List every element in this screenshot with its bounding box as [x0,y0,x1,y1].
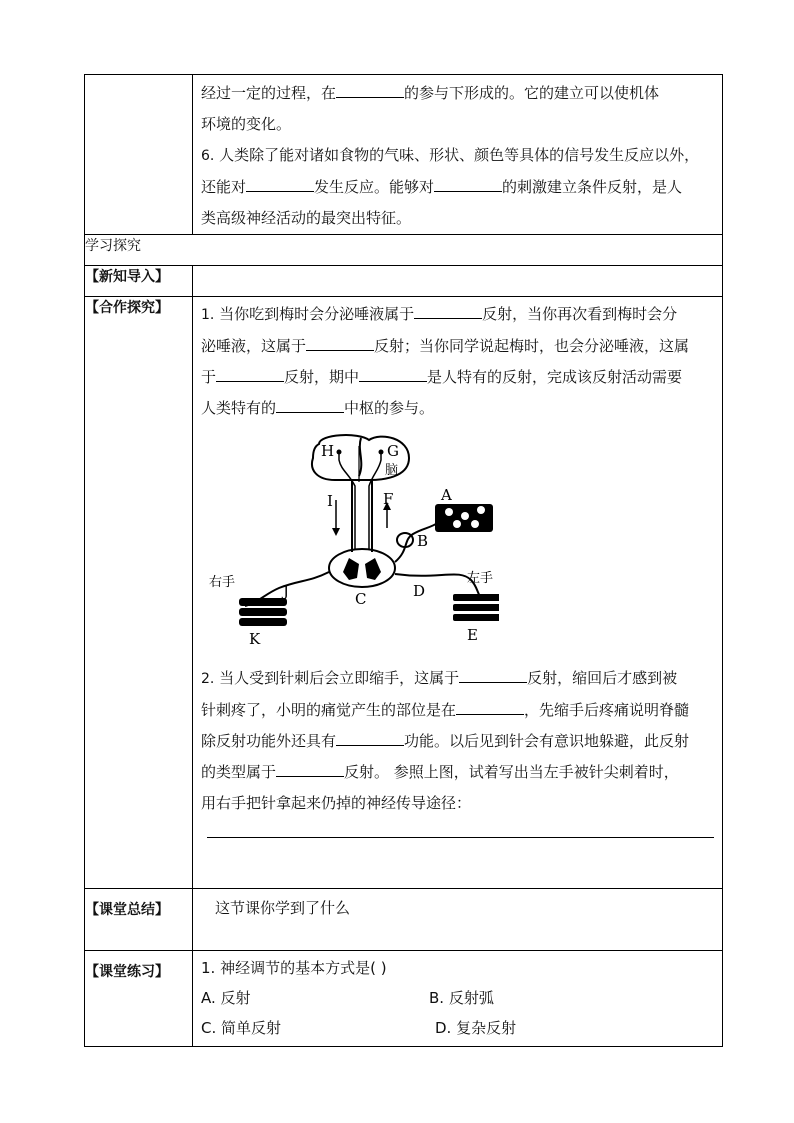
section-title: 学习探究 [85,235,723,266]
grey-matter [343,558,381,580]
fill-blank[interactable] [459,665,527,683]
label-i: I [327,492,333,510]
new-intro-row [85,266,723,297]
left-hand-e [453,594,499,601]
text: 泌唾液，这属于 [201,337,307,355]
text: 人类特有的 [201,399,277,417]
practice-label: 【课堂练习】 [85,951,193,1047]
text: 反射，期中 [284,368,360,386]
text: 是人特有的反射，完成该反射活动需要 [427,368,683,386]
coop-row [85,297,723,889]
question-number: 2. [201,671,215,687]
question-number: 1. [201,959,216,977]
coop-label: 【合作探究】 [85,297,193,889]
option-b[interactable]: B. 反射弧 [429,989,494,1007]
label-right-hand: 右手 [209,575,236,590]
label-a: A [441,486,452,504]
summary-row [85,889,723,951]
text: 当人受到针刺后会立即缩手，这属于 [219,669,460,687]
fill-blank[interactable] [456,697,524,715]
question-number: 6. [201,148,215,164]
right-hand-k [239,598,287,606]
text: 还能对 [201,178,247,196]
summary-content[interactable] [193,889,723,951]
text: 用右手把针拿起来仍掉的神经传导途径： [201,794,472,812]
option-a[interactable]: A. 反射 [201,989,251,1007]
fill-blank[interactable] [336,728,404,746]
fill-blank[interactable] [414,301,482,319]
label-j: J [283,582,290,600]
top-content-cell [193,75,723,235]
label-g: G [387,442,399,460]
text: 经过一定的过程，在 [201,84,337,102]
fill-blank[interactable] [276,395,344,413]
question-text: 神经调节的基本方式是( ) [220,959,387,977]
question-number: 1. [201,307,215,323]
top-left-cell [85,75,193,235]
new-intro-content[interactable] [193,266,723,297]
summary-label: 【课堂总结】 [85,889,193,951]
text: 功能。以后见到针会有意识地躲避，此反射 [404,732,690,750]
label-b: B [417,532,429,550]
label-f: F [383,490,394,508]
new-intro-label: 【新知导入】 [85,266,193,297]
fill-blank[interactable] [216,364,284,382]
text: 除反射功能外还具有 [201,732,337,750]
text: 当你吃到梅时会分泌唾液属于 [219,305,415,323]
label-c: C [355,590,367,608]
top-row [85,75,723,235]
text: 发生反应。能够对 [314,178,435,196]
text: 反射。 参照上图，试着写出当左手被针尖刺着时， [344,763,679,781]
practice-row [85,951,723,1047]
label-left-hand: 左手 [467,571,494,586]
fill-blank[interactable] [359,364,427,382]
option-c[interactable]: C. 简单反射 [201,1019,282,1037]
practice-content [193,951,723,1047]
option-d[interactable]: D. 复杂反射 [435,1019,517,1037]
text: 于 [201,368,217,386]
text: 反射；当你同学说起梅时，也会分泌唾液，这属 [374,337,690,355]
text: 反射，当你再次看到梅时会分 [482,305,678,323]
spinal-cord-section [329,549,395,587]
label-d: D [413,582,426,600]
fill-blank[interactable] [434,174,502,192]
text: 针刺疼了，小明的痛觉产生的部位是在 [201,701,457,719]
text: 的刺激建立条件反射，是人 [502,178,683,196]
fill-blank[interactable] [336,80,404,98]
worksheet-table [84,74,723,1047]
label-e: E [467,626,478,644]
text: 环境的变化。 [201,115,292,133]
text: 中枢的参与。 [344,399,435,417]
fill-blank[interactable] [246,174,314,192]
fill-blank[interactable] [306,333,374,351]
label-h: H [321,442,335,460]
text: 的参与下形成的。它的建立可以使机体 [404,84,660,102]
summary-prompt: 这节课你学到了什么 [215,899,351,917]
fill-blank[interactable] [276,759,344,777]
text: 类高级神经活动的最突出特征。 [201,209,412,227]
label-brain: 脑 [385,463,399,478]
reflex-arc-figure [209,430,499,655]
text: 人类除了能对诸如食物的气味、形状、颜色等具体的信号发生反应以外， [219,146,700,164]
coop-content [193,297,723,889]
answer-line[interactable] [207,837,714,838]
text: ，先缩手后疼痛说明脊髓 [524,701,690,719]
label-k: K [249,630,261,648]
text: 的类型属于 [201,763,277,781]
section-row [85,235,723,266]
text: 反射，缩回后才感到被 [527,669,678,687]
